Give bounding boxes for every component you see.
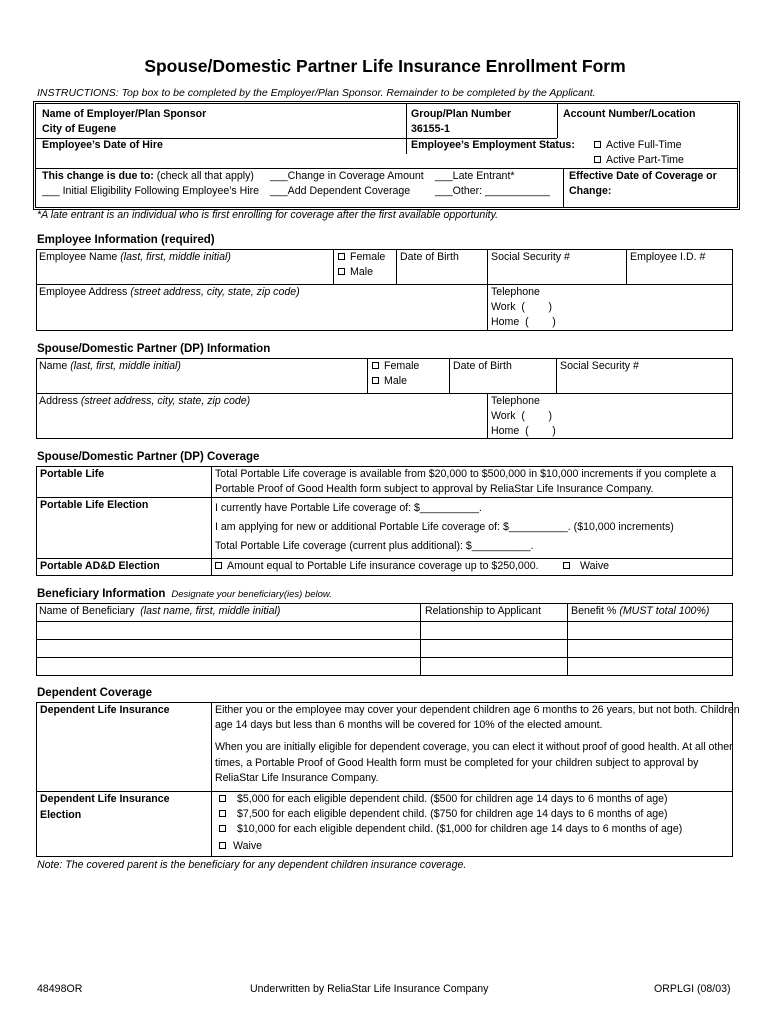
portable-life-text-1: Total Portable Life coverage is available from $20,000 to $500,000 in $10,000 increments if you complete a	[215, 468, 717, 480]
beneficiary-name-field[interactable]	[37, 658, 420, 675]
dependent-text-4: times, a Portable Proof of Good Health form must be completed for your children subject to approval by	[215, 757, 699, 769]
effective-date-label: Effective Date of Coverage or	[569, 170, 717, 182]
dependent-text-5: ReliaStar Life Insurance Company.	[215, 772, 379, 784]
spouse-ssn-field[interactable]: Social Security #	[560, 360, 639, 372]
waive-checkbox[interactable]	[219, 842, 226, 849]
footer-form-number: 48498OR	[37, 983, 83, 995]
instructions: INSTRUCTIONS: Top box to be completed by the Employer/Plan Sponsor. Remainder to be completed by the Applicant.	[37, 87, 596, 99]
effective-date-label-2: Change:	[569, 185, 612, 197]
status-parttime-option[interactable]: Active Part-Time	[594, 154, 684, 166]
spouse-section-heading: Spouse/Domestic Partner (DP) Information	[37, 343, 271, 355]
fulltime-checkbox[interactable]	[594, 141, 601, 148]
dependent-life-label: Dependent Life Insurance	[40, 704, 170, 716]
initial-eligibility-option[interactable]: ___ Initial Eligibility Following Employee’s Hire	[42, 185, 260, 197]
beneficiary-relationship-field[interactable]	[421, 658, 567, 675]
employee-telephone-label: Telephone	[491, 286, 540, 298]
footer-underwriter: Underwritten by ReliaStar Life Insurance Company	[250, 983, 489, 995]
employee-home-phone-field[interactable]: Home ( )	[491, 316, 556, 328]
beneficiary-heading: Beneficiary Information Designate your beneficiary(ies) below.	[37, 588, 332, 600]
spouse-telephone-label: Telephone	[491, 395, 540, 407]
employee-id-field[interactable]: Employee I.D. #	[630, 251, 706, 263]
employee-male-option[interactable]: Male	[338, 266, 373, 278]
form-title: Spouse/Domestic Partner Life Insurance Enrollment Form	[144, 56, 626, 76]
change-coverage-option[interactable]: ___Change in Coverage Amount	[270, 170, 424, 182]
employer-name-label: Name of Employer/Plan Sponsor	[42, 108, 207, 120]
beneficiary-name-field[interactable]	[37, 640, 420, 657]
male-checkbox[interactable]	[338, 268, 345, 275]
late-entrant-note: *A late entrant is an individual who is first enrolling for coverage after the first available opportunity.	[37, 209, 499, 221]
female-checkbox[interactable]	[372, 362, 379, 369]
beneficiary-relationship-field[interactable]	[421, 622, 567, 639]
account-number-label: Account Number/Location	[563, 108, 696, 120]
employee-dob-field[interactable]: Date of Birth	[400, 251, 459, 263]
dependent-option-10000[interactable]: $10,000 for each eligible dependent child. ($1,000 for children age 14 days to 6 months of age)	[219, 823, 682, 835]
option-5000-checkbox[interactable]	[219, 795, 226, 802]
beneficiary-benefit-field[interactable]	[568, 622, 732, 639]
coverage-section-heading: Spouse/Domestic Partner (DP) Coverage	[37, 451, 260, 463]
spouse-male-option[interactable]: Male	[372, 375, 407, 387]
portable-add-election-label: Portable AD&D Election	[40, 560, 160, 572]
employment-status-label: Employee’s Employment Status:	[411, 139, 575, 151]
spouse-female-option[interactable]: Female	[372, 360, 419, 372]
dependent-option-waive[interactable]: Waive	[219, 840, 262, 852]
dependent-text-2: age 14 days but less than 6 months will be covered for 10% of the elected amount.	[215, 719, 603, 731]
beneficiary-name-header: Name of Beneficiary (last name, first, middle initial)	[39, 605, 281, 617]
add-dependent-option[interactable]: ___Add Dependent Coverage	[270, 185, 411, 197]
employee-female-option[interactable]: Female	[338, 251, 385, 263]
other-option[interactable]: ___Other: ___________	[435, 185, 550, 197]
add-amount-checkbox[interactable]	[215, 562, 222, 569]
dependent-option-7500[interactable]: $7,500 for each eligible dependent child. ($750 for children age 14 days to 6 months of age)	[219, 808, 668, 820]
add-amount-option[interactable]: Amount equal to Portable Life insurance coverage up to $250,000.	[215, 560, 539, 572]
parttime-checkbox[interactable]	[594, 156, 601, 163]
dependent-text-3: When you are initially eligible for dependent coverage, you can elect it without proof of good health. At all other	[215, 741, 733, 753]
dependent-election-label-2: Election	[40, 809, 82, 821]
beneficiary-benefit-header: Benefit % (MUST total 100%)	[571, 605, 710, 617]
beneficiary-relationship-header: Relationship to Applicant	[425, 605, 542, 617]
current-coverage-field[interactable]: I currently have Portable Life coverage of: $__________.	[215, 502, 482, 514]
add-waive-option[interactable]: Waive	[563, 560, 609, 572]
dependent-text-1: Either you or the employee may cover your dependent children age 6 months to 26 years, but not both. Children	[215, 704, 740, 716]
beneficiary-benefit-field[interactable]	[568, 640, 732, 657]
employee-work-phone-field[interactable]: Work ( )	[491, 301, 553, 313]
portable-life-text-2: Portable Proof of Good Health form subject to approval by ReliaStar Life Insurance Company.	[215, 483, 654, 495]
employee-address-field[interactable]: Employee Address (street address, city, state, zip code)	[39, 286, 300, 298]
group-number-label: Group/Plan Number	[411, 108, 512, 120]
footer-form-code: ORPLGI (08/03)	[654, 983, 731, 995]
spouse-dob-field[interactable]: Date of Birth	[453, 360, 512, 372]
beneficiary-benefit-field[interactable]	[568, 658, 732, 675]
date-of-hire-label: Employee’s Date of Hire	[42, 139, 163, 151]
employee-ssn-field[interactable]: Social Security #	[491, 251, 570, 263]
spouse-work-phone-field[interactable]: Work ( )	[491, 410, 553, 422]
group-number-value: 36155-1	[411, 123, 450, 135]
female-checkbox[interactable]	[338, 253, 345, 260]
dependent-option-5000[interactable]: $5,000 for each eligible dependent child. ($500 for children age 14 days to 6 months of age)	[219, 793, 668, 805]
status-fulltime-option[interactable]: Active Full-Time	[594, 139, 682, 151]
add-waive-checkbox[interactable]	[563, 562, 570, 569]
dependent-election-label: Dependent Life Insurance	[40, 793, 170, 805]
male-checkbox[interactable]	[372, 377, 379, 384]
new-coverage-field[interactable]: I am applying for new or additional Portable Life coverage of: $__________. ($10,000 increments)	[215, 521, 674, 533]
portable-life-label: Portable Life	[40, 468, 105, 480]
option-10000-checkbox[interactable]	[219, 825, 226, 832]
employee-name-field[interactable]: Employee Name (last, first, middle initial)	[39, 251, 231, 263]
dependent-section-heading: Dependent Coverage	[37, 687, 153, 699]
beneficiary-relationship-field[interactable]	[421, 640, 567, 657]
total-coverage-field[interactable]: Total Portable Life coverage (current plus additional): $__________.	[215, 540, 534, 552]
option-7500-checkbox[interactable]	[219, 810, 226, 817]
late-entrant-option[interactable]: ___Late Entrant*	[435, 170, 515, 182]
spouse-address-field[interactable]: Address (street address, city, state, zip code)	[39, 395, 251, 407]
covered-parent-note: Note: The covered parent is the beneficiary for any dependent children insurance coverage.	[37, 859, 467, 871]
employer-name-value: City of Eugene	[42, 123, 117, 135]
employee-section-heading: Employee Information (required)	[37, 234, 215, 246]
spouse-home-phone-field[interactable]: Home ( )	[491, 425, 556, 437]
change-reason-label: This change is due to: (check all that apply)	[42, 170, 254, 182]
portable-life-election-label: Portable Life Election	[40, 499, 149, 511]
beneficiary-name-field[interactable]	[37, 622, 420, 639]
spouse-name-field[interactable]: Name (last, first, middle initial)	[39, 360, 181, 372]
